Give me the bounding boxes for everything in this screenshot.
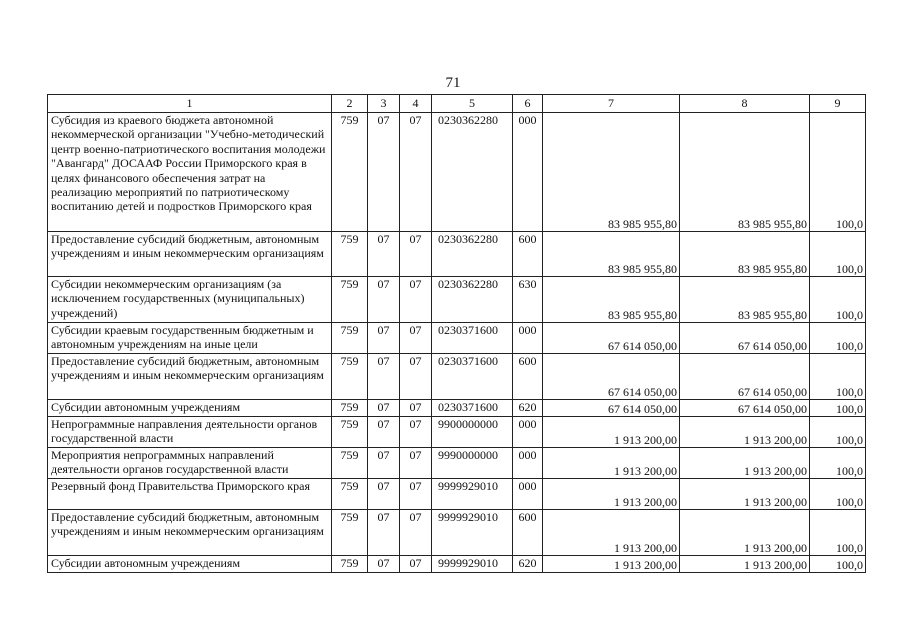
header-cell: 7	[543, 95, 680, 113]
target-item-code: 9999929010	[432, 510, 513, 556]
section-code: 07	[368, 354, 400, 400]
section-code: 07	[368, 400, 400, 417]
target-item-code: 9999929010	[432, 479, 513, 510]
executed-amount: 1 913 200,00	[680, 417, 810, 448]
chapter-code: 759	[332, 417, 368, 448]
planned-amount: 67 614 050,00	[543, 323, 680, 354]
chapter-code: 759	[332, 448, 368, 479]
execution-percent: 100,0	[810, 417, 866, 448]
execution-percent: 100,0	[810, 113, 866, 232]
subsection-code: 07	[400, 400, 432, 417]
planned-amount: 67 614 050,00	[543, 400, 680, 417]
expense-type-code: 600	[513, 232, 543, 277]
executed-amount: 1 913 200,00	[680, 479, 810, 510]
expense-type-code: 000	[513, 417, 543, 448]
table-row	[48, 479, 866, 510]
subsection-code: 07	[400, 510, 432, 556]
header-cell: 9	[810, 95, 866, 113]
header-cell: 8	[680, 95, 810, 113]
subsection-code: 07	[400, 354, 432, 400]
target-item-code: 0230371600	[432, 323, 513, 354]
target-item-code: 9990000000	[432, 448, 513, 479]
header-cell: 1	[48, 95, 332, 113]
planned-amount: 83 985 955,80	[543, 232, 680, 277]
chapter-code: 759	[332, 479, 368, 510]
section-code: 07	[368, 323, 400, 354]
table-row	[48, 510, 866, 556]
table-row	[48, 323, 866, 354]
subsection-code: 07	[400, 417, 432, 448]
planned-amount: 83 985 955,80	[543, 277, 680, 323]
table-row	[48, 400, 866, 417]
subsection-code: 07	[400, 479, 432, 510]
header-row	[48, 95, 866, 113]
execution-percent: 100,0	[810, 400, 866, 417]
expense-type-code: 000	[513, 448, 543, 479]
expense-type-code: 600	[513, 354, 543, 400]
row-name: Субсидия из краевого бюджета автономной некоммерческой организации "Учебно-методический центр военно-патриотического воспитания молодежи "Авангард" ДОСААФ России Приморского края в целях финансового обеспечения затрат на реализацию мероприятий по патриотическому воспитанию детей и подростков Приморского края	[48, 113, 332, 232]
budget-table	[47, 94, 866, 573]
row-name: Субсидии автономным учреждениям	[48, 556, 332, 573]
section-code: 07	[368, 232, 400, 277]
subsection-code: 07	[400, 232, 432, 277]
section-code: 07	[368, 556, 400, 573]
execution-percent: 100,0	[810, 448, 866, 479]
expense-type-code: 630	[513, 277, 543, 323]
section-code: 07	[368, 417, 400, 448]
planned-amount: 1 913 200,00	[543, 448, 680, 479]
chapter-code: 759	[332, 510, 368, 556]
execution-percent: 100,0	[810, 323, 866, 354]
section-code: 07	[368, 448, 400, 479]
subsection-code: 07	[400, 277, 432, 323]
chapter-code: 759	[332, 232, 368, 277]
planned-amount: 1 913 200,00	[543, 510, 680, 556]
planned-amount: 83 985 955,80	[543, 113, 680, 232]
row-name: Предоставление субсидий бюджетным, автономным учреждениям и иным некоммерческим организациям	[48, 510, 332, 556]
section-code: 07	[368, 479, 400, 510]
expense-type-code: 000	[513, 479, 543, 510]
expense-type-code: 600	[513, 510, 543, 556]
expense-type-code: 620	[513, 400, 543, 417]
target-item-code: 0230362280	[432, 277, 513, 323]
row-name: Предоставление субсидий бюджетным, автономным учреждениям и иным некоммерческим организациям	[48, 232, 332, 277]
row-name: Субсидии некоммерческим организациям (за исключением государственных (муниципальных) учреждений)	[48, 277, 332, 323]
chapter-code: 759	[332, 323, 368, 354]
table-row	[48, 556, 866, 573]
expense-type-code: 000	[513, 113, 543, 232]
chapter-code: 759	[332, 277, 368, 323]
target-item-code: 9999929010	[432, 556, 513, 573]
planned-amount: 1 913 200,00	[543, 556, 680, 573]
header-cell: 3	[368, 95, 400, 113]
chapter-code: 759	[332, 113, 368, 232]
execution-percent: 100,0	[810, 232, 866, 277]
executed-amount: 83 985 955,80	[680, 232, 810, 277]
row-name: Резервный фонд Правительства Приморского края	[48, 479, 332, 510]
executed-amount: 67 614 050,00	[680, 323, 810, 354]
header-cell: 5	[432, 95, 513, 113]
expense-type-code: 000	[513, 323, 543, 354]
header-cell: 6	[513, 95, 543, 113]
row-name: Субсидии автономным учреждениям	[48, 400, 332, 417]
execution-percent: 100,0	[810, 354, 866, 400]
table-row	[48, 417, 866, 448]
execution-percent: 100,0	[810, 510, 866, 556]
execution-percent: 100,0	[810, 556, 866, 573]
table-row	[48, 232, 866, 277]
table-row	[48, 113, 866, 232]
executed-amount: 1 913 200,00	[680, 556, 810, 573]
planned-amount: 1 913 200,00	[543, 479, 680, 510]
chapter-code: 759	[332, 556, 368, 573]
chapter-code: 759	[332, 400, 368, 417]
execution-percent: 100,0	[810, 277, 866, 323]
section-code: 07	[368, 113, 400, 232]
subsection-code: 07	[400, 323, 432, 354]
subsection-code: 07	[400, 556, 432, 573]
execution-percent: 100,0	[810, 479, 866, 510]
header-cell: 2	[332, 95, 368, 113]
expense-type-code: 620	[513, 556, 543, 573]
table-row	[48, 277, 866, 323]
executed-amount: 67 614 050,00	[680, 400, 810, 417]
target-item-code: 0230362280	[432, 232, 513, 277]
row-name: Мероприятия непрограммных направлений деятельности органов государственной власти	[48, 448, 332, 479]
target-item-code: 0230371600	[432, 354, 513, 400]
executed-amount: 1 913 200,00	[680, 510, 810, 556]
target-item-code: 0230371600	[432, 400, 513, 417]
executed-amount: 83 985 955,80	[680, 113, 810, 232]
executed-amount: 67 614 050,00	[680, 354, 810, 400]
table-row	[48, 448, 866, 479]
table-row	[48, 354, 866, 400]
chapter-code: 759	[332, 354, 368, 400]
subsection-code: 07	[400, 113, 432, 232]
row-name: Предоставление субсидий бюджетным, автономным учреждениям и иным некоммерческим организациям	[48, 354, 332, 400]
planned-amount: 67 614 050,00	[543, 354, 680, 400]
planned-amount: 1 913 200,00	[543, 417, 680, 448]
row-name: Непрограммные направления деятельности органов государственной власти	[48, 417, 332, 448]
executed-amount: 1 913 200,00	[680, 448, 810, 479]
target-item-code: 9900000000	[432, 417, 513, 448]
page-number: 71	[445, 75, 461, 91]
row-name: Субсидии краевым государственным бюджетным и автономным учреждениям на иные цели	[48, 323, 332, 354]
header-cell: 4	[400, 95, 432, 113]
target-item-code: 0230362280	[432, 113, 513, 232]
subsection-code: 07	[400, 448, 432, 479]
section-code: 07	[368, 510, 400, 556]
section-code: 07	[368, 277, 400, 323]
executed-amount: 83 985 955,80	[680, 277, 810, 323]
